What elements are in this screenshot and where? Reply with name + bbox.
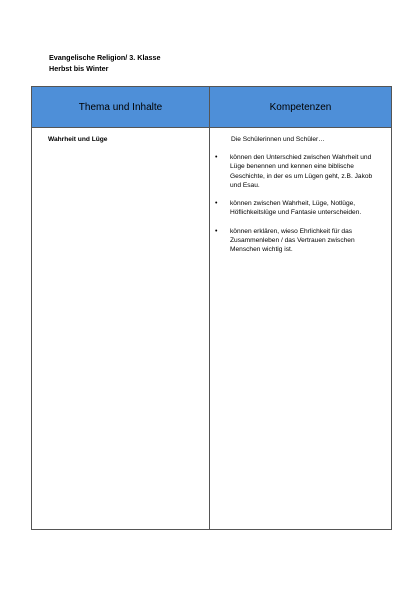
table-header-row xyxy=(32,87,392,128)
document-header xyxy=(49,53,160,74)
competency-text: können den Unterschied zwischen Wahrheit und Lüge benennen und kennen eine biblische Geschichte, in der es um Lügen geht, z.B. Jakob und Esau. xyxy=(230,154,373,189)
topic-title: Wahrheit und Lüge xyxy=(48,136,108,143)
topics-cell xyxy=(32,128,210,530)
column-header-topics: Thema und Inhalte xyxy=(32,87,210,128)
list-item xyxy=(210,227,391,255)
list-item xyxy=(210,199,391,218)
table-row xyxy=(32,128,392,530)
bullet-icon: • xyxy=(215,154,218,161)
list-item xyxy=(210,153,391,190)
curriculum-table xyxy=(31,86,392,530)
bullet-icon: • xyxy=(215,200,218,208)
competency-list xyxy=(210,153,391,255)
bullet-icon: • xyxy=(215,227,218,235)
competency-text: können erklären, wieso Ehrlichkeit für das Zusammenleben / das Vertrauen zwischen Menschen wichtig ist. xyxy=(230,227,355,254)
competency-text: können zwischen Wahrheit, Lüge, Notlüge, Höflichkeitslüge und Fantasie unterscheiden. xyxy=(230,200,362,217)
column-header-competencies: Kompetenzen xyxy=(210,87,392,128)
header-period-line: Herbst bis Winter xyxy=(49,63,109,73)
competencies-intro: Die Schülerinnen und Schüler… xyxy=(231,136,325,143)
competencies-cell xyxy=(210,128,392,530)
header-subject-line: Evangelische Religion/ 3. Klasse xyxy=(49,53,161,62)
